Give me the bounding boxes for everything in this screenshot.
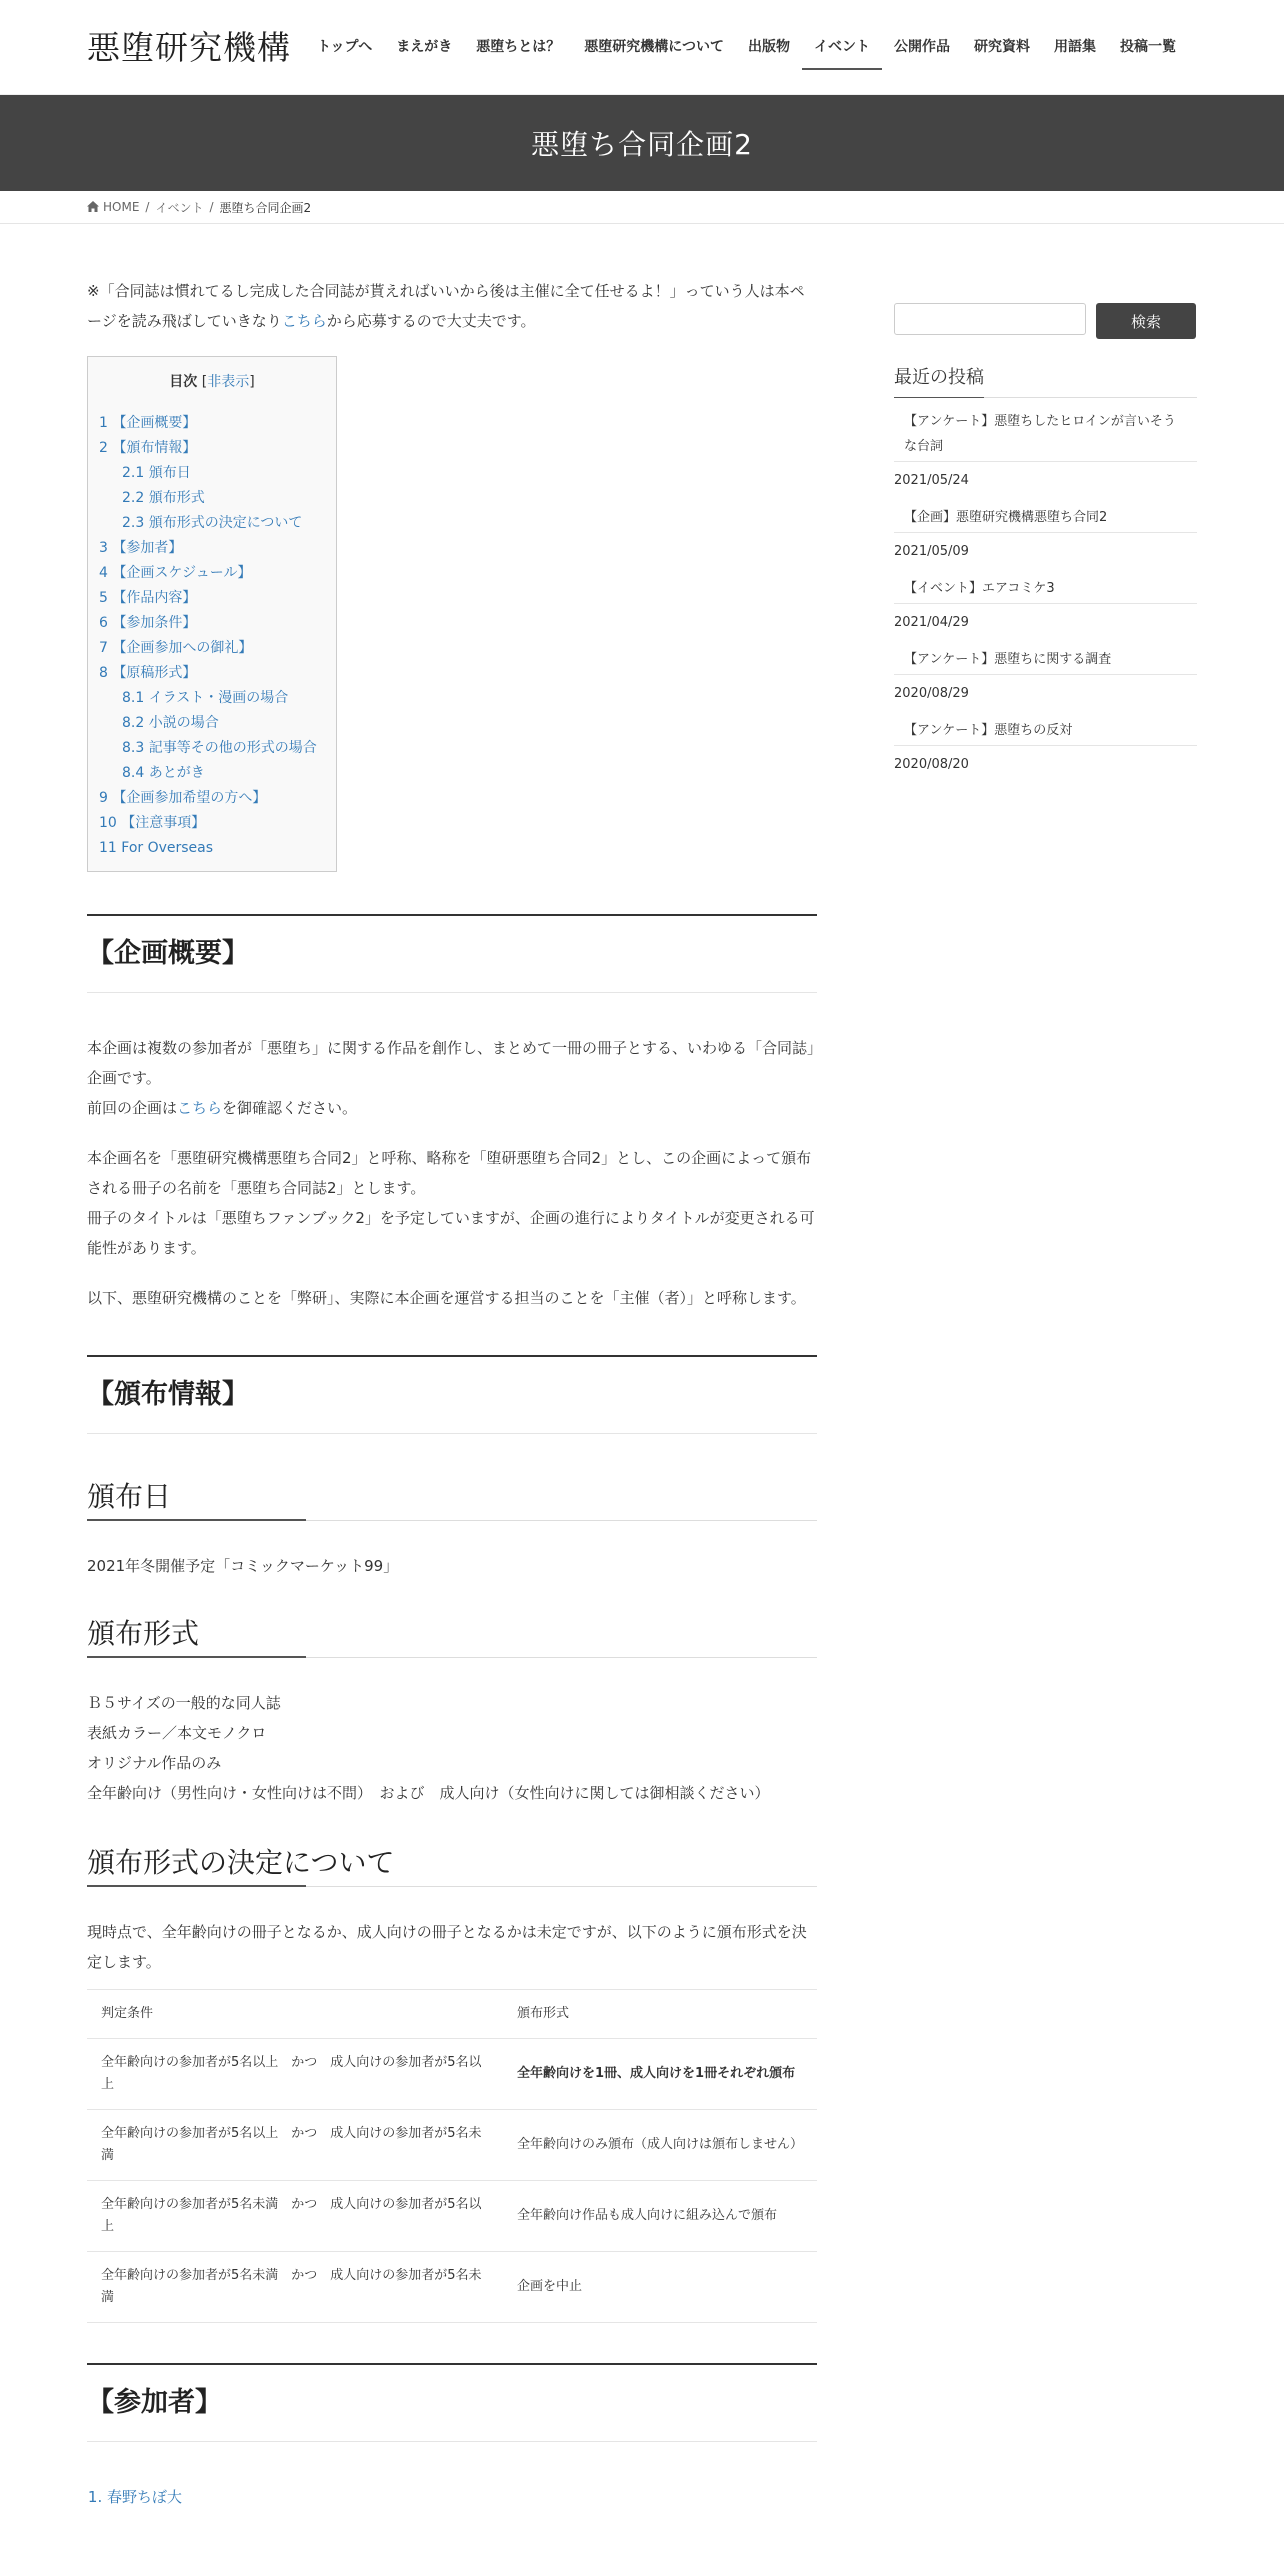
nav-item-5[interactable]: イベント (802, 0, 882, 94)
breadcrumb-current: 悪堕ち合同企画2 (219, 200, 312, 215)
overview-text: 冊子のタイトルは「悪堕ちファンブック2」を予定していますが、企画の進行によりタイトルが変更される可能性があります。 (87, 1209, 815, 1257)
intro-text-before: ※「合同誌は慣れてるし完成した合同誌が貰えればいいから後は主催に全て任せるよ！」っていう人は本ページを読み飛ばしていきなり (87, 282, 805, 330)
recent-post-link[interactable]: 【アンケート】悪堕ちの反対 (894, 715, 1197, 746)
toc-item[interactable]: 5 【作品内容】 (99, 590, 197, 606)
format-decision-text: 現時点で、全年齢向けの冊子となるか、成人向けの冊子となるかは未定ですが、以下のように頒布形式を決定します。 (87, 1923, 807, 1971)
table-cell-condition: 全年齢向けの参加者が5名未満 かつ 成人向けの参加者が5名未満 (87, 2252, 503, 2323)
nav-item-4[interactable]: 出版物 (748, 39, 790, 55)
toc-item[interactable]: 3 【参加者】 (99, 540, 183, 556)
format-line: オリジナル作品のみ (87, 1754, 222, 1772)
breadcrumb-separator: / (145, 200, 150, 214)
global-nav (305, 0, 1188, 94)
table-row (87, 2039, 817, 2110)
overview-text: を御確認ください。 (222, 1099, 358, 1117)
breadcrumb-home-label: HOME (103, 200, 140, 214)
toc-item[interactable]: 2.2 頒布形式 (122, 490, 205, 506)
toc-item[interactable]: 8.4 あとがき (122, 765, 205, 781)
table-row (87, 2252, 817, 2323)
table-of-contents (87, 356, 337, 872)
toc-item[interactable]: 2.3 頒布形式の決定について (122, 515, 303, 531)
overview-text: 本企画は複数の参加者が「悪堕ち」に関する作品を創作し、まとめて一冊の冊子とする、いわゆる「合同誌」企画です。 (87, 1039, 815, 1087)
nav-item-9[interactable]: 投稿一覧 (1120, 39, 1176, 55)
subheading-date: 頒布日 (87, 1474, 817, 1521)
nav-item-7[interactable]: 研究資料 (974, 39, 1030, 55)
overview-paragraph-1 (87, 1033, 817, 1123)
breadcrumb-separator: / (209, 200, 214, 214)
site-logo[interactable]: 悪堕研究機構 (87, 28, 291, 67)
nav-item-1[interactable]: まえがき (396, 39, 453, 55)
main-content (87, 276, 817, 2512)
table-cell-format: 企画を中止 (503, 2252, 817, 2323)
recent-post-date: 2021/05/24 (894, 473, 969, 488)
intro-text-after: から応募するので大丈夫です。 (326, 312, 536, 330)
overview-text: 本企画名を「悪堕研究機構悪堕ち合同2」と呼称、略称を「堕研悪堕ち合同2」とし、この企画によって頒布される冊子の名前を「悪堕ち合同誌2」とします。 (87, 1149, 812, 1197)
distribution-date: 2021年冬開催予定「コミックマーケット99」 (87, 1557, 399, 1575)
recent-post-date: 2020/08/29 (894, 686, 969, 701)
toc-item[interactable]: 9 【企画参加希望の方へ】 (99, 790, 267, 806)
nav-item-2[interactable]: 悪堕ちとは？ (476, 39, 561, 55)
format-list (87, 1688, 817, 1808)
site-header (0, 0, 1284, 95)
participants-list (87, 2482, 817, 2512)
breadcrumb (0, 191, 1284, 224)
toc-toggle-bracket: [ (197, 374, 208, 390)
subheading-format-decision: 頒布形式の決定について (87, 1840, 817, 1887)
recent-posts-title: 最近の投稿 (894, 363, 1197, 398)
home-icon (87, 201, 99, 212)
toc-item[interactable]: 2 【頒布情報】 (99, 440, 197, 456)
toc-item[interactable]: 2.1 頒布日 (122, 465, 191, 481)
overview-text: 前回の企画は (87, 1099, 178, 1117)
search-button[interactable]: 検索 (1096, 303, 1196, 339)
toc-title-label: 目次 (169, 374, 198, 390)
page-header (0, 95, 1284, 191)
recent-post-link[interactable]: 【企画】悪堕研究機構悪堕ち合同2 (894, 502, 1197, 533)
format-line: Ｂ５サイズの一般的な同人誌 (87, 1694, 281, 1712)
recent-post-date: 2021/04/29 (894, 615, 969, 630)
nav-item-6[interactable]: 公開作品 (894, 39, 950, 55)
toc-toggle-bracket: ] (249, 374, 255, 390)
recent-post-link[interactable]: 【アンケート】悪堕ちに関する調査 (894, 644, 1197, 675)
format-line: 全年齢向け（男性向け・女性向けは不問） および 成人向け（女性向けに関しては御相談ください） (87, 1784, 770, 1802)
recent-post-date: 2020/08/20 (894, 757, 969, 772)
table-header-row (87, 1990, 817, 2039)
search-form (894, 303, 1197, 339)
toc-item[interactable]: 8.2 小説の場合 (122, 715, 219, 731)
participant-item[interactable]: 1. 春野ちぼ大 (107, 2482, 817, 2512)
intro-text (87, 276, 817, 336)
overview-paragraph-2 (87, 1143, 817, 1263)
table-cell-condition: 全年齢向けの参加者が5名未満 かつ 成人向けの参加者が5名以上 (87, 2181, 503, 2252)
toc-title (88, 371, 336, 391)
table-header-format: 頒布形式 (503, 1990, 817, 2039)
table-cell-format: 全年齢向けを1冊、成人向けを1冊それぞれ頒布 (503, 2039, 817, 2110)
format-decision-table (87, 1989, 817, 2323)
section-heading-participants: 【参加者】 (87, 2363, 817, 2442)
recent-posts-list (894, 406, 1197, 786)
search-input[interactable] (894, 303, 1086, 335)
table-row (87, 2181, 817, 2252)
toc-list (88, 411, 336, 861)
toc-item[interactable]: 8.1 イラスト・漫画の場合 (122, 690, 289, 706)
subheading-format: 頒布形式 (87, 1611, 817, 1658)
nav-item-3[interactable]: 悪堕研究機構について (584, 39, 724, 55)
table-row (87, 2110, 817, 2181)
table-cell-condition: 全年齢向けの参加者が5名以上 かつ 成人向けの参加者が5名以上 (87, 2039, 503, 2110)
breadcrumb-parent[interactable]: イベント (155, 200, 204, 215)
toc-item[interactable]: 11 For Overseas (99, 840, 214, 856)
toc-item[interactable]: 7 【企画参加への御礼】 (99, 640, 253, 656)
overview-paragraph-3: 以下、悪堕研究機構のことを「弊研」、実際に本企画を運営する担当のことを「主催（者）」と呼称します。 (87, 1289, 806, 1307)
recent-post-link[interactable]: 【アンケート】悪堕ちしたヒロインが言いそうな台詞 (894, 406, 1197, 462)
sidebar (894, 303, 1197, 786)
toc-item[interactable]: 10 【注意事項】 (99, 815, 206, 831)
recent-post-link[interactable]: 【イベント】エアコミケ3 (894, 573, 1197, 604)
section-heading-distribution: 【頒布情報】 (87, 1355, 817, 1434)
intro-apply-link[interactable]: こちら (281, 312, 327, 330)
previous-project-link[interactable]: こちら (177, 1099, 223, 1117)
table-cell-condition: 全年齢向けの参加者が5名以上 かつ 成人向けの参加者が5名未満 (87, 2110, 503, 2181)
table-cell-format: 全年齢向けのみ頒布（成人向けは頒布しません） (503, 2110, 817, 2181)
table-cell-format: 全年齢向け作品も成人向けに組み込んで頒布 (503, 2181, 817, 2252)
section-heading-overview: 【企画概要】 (87, 914, 817, 993)
page-title: 悪堕ち合同企画2 (531, 128, 753, 161)
toc-item[interactable]: 1 【企画概要】 (99, 415, 197, 431)
recent-post-date: 2021/05/09 (894, 544, 969, 559)
format-line: 表紙カラー／本文モノクロ (87, 1724, 267, 1742)
toc-item[interactable]: 6 【参加条件】 (99, 615, 197, 631)
toc-item[interactable]: 8 【原稿形式】 (99, 665, 197, 681)
toc-toggle-link[interactable]: 非表示 (207, 374, 250, 390)
nav-item-0[interactable]: トップへ (316, 39, 373, 55)
table-header-condition: 判定条件 (87, 1990, 503, 2039)
toc-item[interactable]: 8.3 記事等その他の形式の場合 (122, 740, 317, 756)
toc-item[interactable]: 4 【企画スケジュール】 (99, 565, 252, 581)
nav-item-8[interactable]: 用語集 (1054, 39, 1096, 55)
breadcrumb-home[interactable] (87, 200, 139, 214)
